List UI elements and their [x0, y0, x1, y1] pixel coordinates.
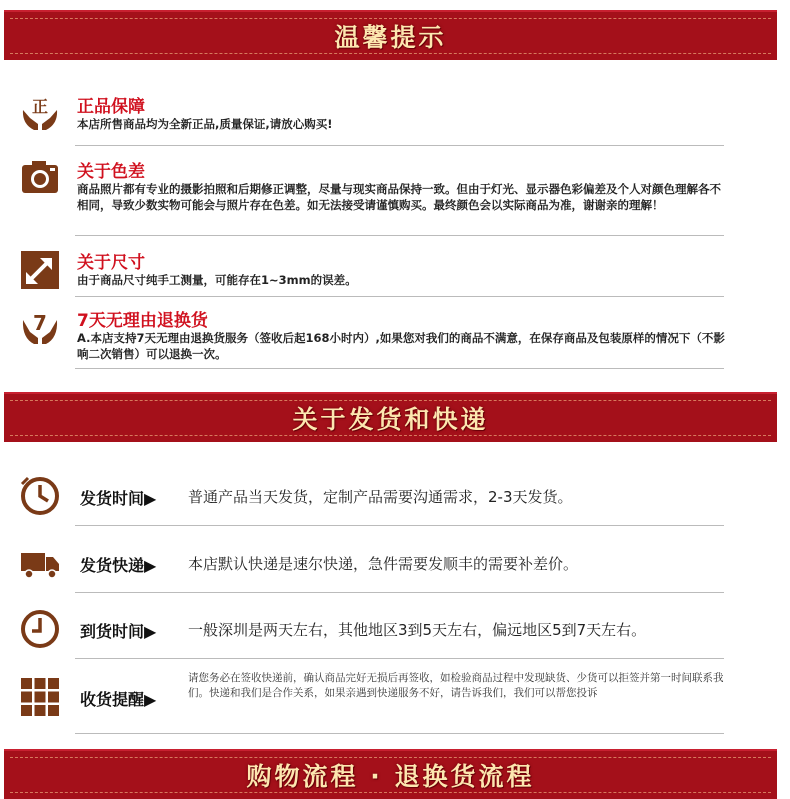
divider [75, 525, 724, 526]
shipping-banner [4, 392, 777, 442]
genuine-guarantee-icon [20, 94, 60, 134]
shipping-text: 请您务必在签收快递前，确认商品完好无损后再签收，如检验商品过程中发现缺货、少货可以拒签并第一时间联系我们。快递和我们是合作关系，如果亲遇到快递服务不好，请告诉我们，我们可以帮您投诉 [188, 672, 724, 699]
shipping-row-receipt [20, 672, 730, 719]
delivery-truck-icon [20, 543, 60, 583]
shipping-row-arrival [20, 607, 730, 651]
tip-body: A.本店支持7天无理由退换货服务（签收后起168小时内）,如果您对我们的商品不满意，在保存商品及包装原样的情况下（不影响二次销售）可以退换一次。 [77, 331, 725, 361]
divider [75, 145, 724, 146]
process-banner-title: 购物流程 · 退换货流程 [246, 762, 535, 791]
divider [75, 592, 724, 593]
shipping-label: 到货时间▶ [80, 622, 157, 641]
package-grid-icon [20, 677, 60, 717]
svg-text:正: 正 [31, 97, 49, 116]
shipping-text: 一般深圳是两天左右，其他地区3到5天左右，偏远地区5到7天左右。 [188, 621, 647, 639]
shipping-text: 普通产品当天发货，定制产品需要沟通需求，2-3天发货。 [188, 488, 573, 506]
shipping-text: 本店默认快递是速尔快递，急件需要发顺丰的需要补差价。 [188, 555, 579, 573]
shipping-label: 发货快递▶ [80, 556, 157, 575]
camera-icon [20, 157, 60, 197]
tip-title: 正品保障 [77, 97, 145, 117]
tip-body: 由于商品尺寸纯手工测量，可能存在1~3mm的误差。 [77, 273, 357, 287]
shipping-banner-title: 关于发货和快递 [292, 405, 489, 434]
svg-text:7: 7 [33, 311, 47, 335]
divider [75, 296, 724, 297]
process-banner [4, 749, 777, 799]
shipping-label: 收货提醒▶ [80, 690, 157, 709]
divider [75, 235, 724, 236]
tips-banner-title: 温馨提示 [334, 23, 447, 52]
tip-body: 商品照片都有专业的摄影拍照和后期修正调整，尽量与现实商品保持一致。但由于灯光、显示器色彩偏差及个人对颜色理解各不相同，导致少数实物可能会与照片存在色差。如无法接受请谨慎购买。最终颜色会以实际商品为准，谢谢亲的理解！ [77, 182, 721, 212]
tip-title: 关于色差 [77, 162, 145, 182]
tip-title: 7天无理由退换货 [77, 311, 208, 331]
shipping-row-courier [20, 541, 730, 585]
divider [75, 658, 724, 659]
shipping-row-time [20, 474, 730, 518]
seven-day-return-icon [20, 308, 60, 348]
divider [75, 733, 724, 734]
arrival-clock-icon [20, 609, 60, 649]
divider [75, 368, 724, 369]
clock-icon [20, 476, 60, 516]
tip-body: 本店所售商品均为全新正品,质量保证,请放心购买! [77, 117, 333, 131]
tips-banner [4, 10, 777, 60]
resize-arrow-icon [20, 250, 60, 290]
shipping-label: 发货时间▶ [80, 489, 157, 508]
tip-title: 关于尺寸 [77, 253, 145, 273]
